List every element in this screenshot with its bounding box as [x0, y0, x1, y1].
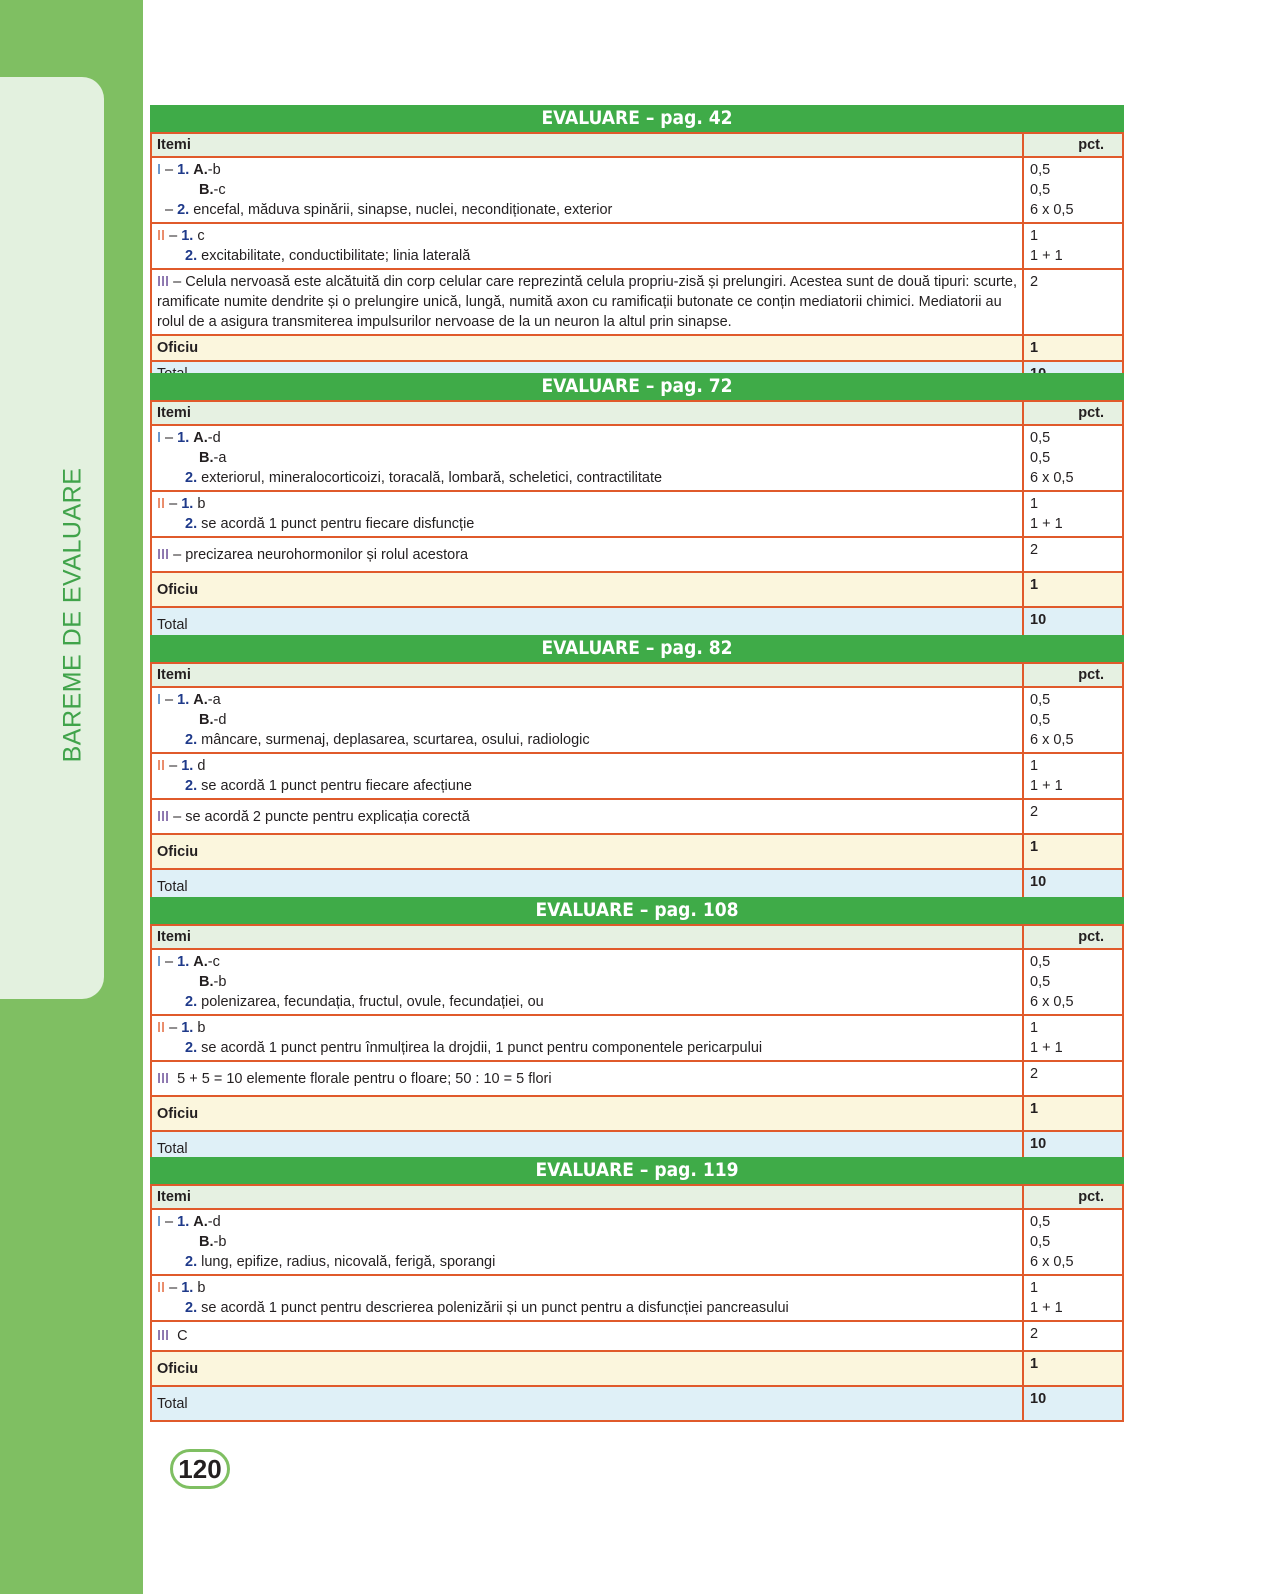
grading-table [150, 132, 1124, 388]
oficiu-label: Oficiu [151, 1096, 1023, 1131]
points-value: 2 [1023, 537, 1123, 572]
points-value: 0,5 [1030, 430, 1051, 446]
section-i-row: I – 1. A.-d B.-b 2. lung, epifize, radius, nicovală, ferigă, sporangi 0,5 0,5 6 x 0,5 [151, 1209, 1123, 1275]
oficiu-label: Oficiu [151, 1351, 1023, 1386]
oficiu-points: 1 [1023, 1096, 1123, 1131]
evaluation-title: EVALUARE – pag. 42 [150, 105, 1124, 132]
grading-table [150, 1184, 1124, 1422]
table-header-row [151, 401, 1123, 425]
section-ii-row: II – 1. c 2. excitabilitate, conductibilitate; linia laterală 1 1 + 1 [151, 223, 1123, 269]
points-value: 1 + 1 [1030, 1040, 1063, 1056]
evaluation-block-72 [150, 373, 1124, 643]
section-ii-row: II – 1. b 2. se acordă 1 punct pentru fiecare disfuncție 1 1 + 1 [151, 491, 1123, 537]
section-ii-row: II – 1. b 2. se acordă 1 punct pentru înmulțirea la drojdii, 1 punct pentru componentele pericarpului 1 1 + 1 [151, 1015, 1123, 1061]
oficiu-label: Oficiu [151, 572, 1023, 607]
points-value: 6 x 0,5 [1030, 470, 1074, 486]
oficiu-points: 1 [1023, 1351, 1123, 1386]
grading-table [150, 400, 1124, 643]
evaluation-title: EVALUARE – pag. 119 [150, 1157, 1124, 1184]
points-value: 0,5 [1030, 692, 1051, 708]
points-header: pct. [1023, 925, 1123, 949]
items-header: Itemi [151, 1185, 1023, 1209]
items-header: Itemi [151, 401, 1023, 425]
section-ii-row: II – 1. d 2. se acordă 1 punct pentru fiecare afecțiune 1 1 + 1 [151, 753, 1123, 799]
section-ii-row: II – 1. b 2. se acordă 1 punct pentru descrierea polenizării și un punct pentru a disfuncției pancreasului 1 1 + 1 [151, 1275, 1123, 1321]
table-header-row [151, 663, 1123, 687]
section-iii-row: III 5 + 5 = 10 elemente florale pentru o floare; 50 : 10 = 5 flori 2 [151, 1061, 1123, 1096]
points-value: 0,5 [1030, 182, 1051, 198]
section-i-row: I – 1. A.-d B.-a 2. exteriorul, mineralocorticoizi, toracală, lombară, scheletici, contractilitate 0,5 0,5 6 x 0,5 [151, 425, 1123, 491]
points-value: 6 x 0,5 [1030, 732, 1074, 748]
evaluation-block-42 [150, 105, 1124, 388]
points-value: 2 [1023, 1321, 1123, 1351]
oficiu-label: Oficiu [151, 335, 1023, 361]
oficiu-points: 1 [1023, 572, 1123, 607]
total-label: Total [151, 607, 1023, 642]
total-points: 10 [1023, 869, 1123, 904]
table-header-row [151, 925, 1123, 949]
total-label: Total [151, 869, 1023, 904]
evaluation-title: EVALUARE – pag. 82 [150, 635, 1124, 662]
items-header: Itemi [151, 133, 1023, 157]
oficiu-row [151, 335, 1123, 361]
oficiu-points: 1 [1023, 834, 1123, 869]
side-title: BAREME DE EVALUARE [58, 467, 87, 763]
section-i-row: I – 1. A.-a B.-d 2. mâncare, surmenaj, deplasarea, scurtarea, osului, radiologic 0,5 0,5 6 x 0,5 [151, 687, 1123, 753]
item-2: – 2. encefal, măduva spinării, sinapse, nuclei, necondiționate, exterior [165, 202, 613, 218]
items-header: Itemi [151, 663, 1023, 687]
points-value: 0,5 [1030, 1214, 1051, 1230]
points-value: 1 + 1 [1030, 1300, 1063, 1316]
points-value: 1 [1030, 228, 1039, 244]
oficiu-row [151, 1096, 1123, 1131]
points-value: 2 [1023, 1061, 1123, 1096]
section-iii-row: III – se acordă 2 puncte pentru explicația corectă 2 [151, 799, 1123, 834]
points-value: 1 + 1 [1030, 516, 1063, 532]
points-value: 2 [1023, 269, 1123, 335]
evaluation-title: EVALUARE – pag. 72 [150, 373, 1124, 400]
section-iii-row: III – Celula nervoasă este alcătuită din corp celular care reprezintă celula propriu-zisă și prelungiri. Acestea sunt de două tipuri: scurte, ramificate numite dendrite și o prelungire unică, lungă, numită axon cu ramificații butonate ce conțin mediatorii chimici. Mediatorii au rolul de a asigura transmiterea impulsurilor nervoase de la un neuron la altul prin sinapse. 2 [151, 269, 1123, 335]
section-i-row [151, 157, 1123, 223]
evaluation-block-119 [150, 1157, 1124, 1422]
points-header: pct. [1023, 401, 1123, 425]
points-value: 6 x 0,5 [1030, 202, 1074, 218]
points-value: 6 x 0,5 [1030, 994, 1074, 1010]
points-value: 1 + 1 [1030, 778, 1063, 794]
total-label: Total [151, 1386, 1023, 1421]
evaluation-block-108 [150, 897, 1124, 1167]
oficiu-label: Oficiu [151, 834, 1023, 869]
table-header-row [151, 133, 1123, 157]
oficiu-points: 1 [1023, 335, 1123, 361]
grading-table [150, 924, 1124, 1167]
oficiu-row [151, 572, 1123, 607]
points-value: 1 [1030, 1020, 1039, 1036]
points-header: pct. [1023, 1185, 1123, 1209]
items-header: Itemi [151, 925, 1023, 949]
total-points: 10 [1023, 1131, 1123, 1166]
side-tab [0, 77, 104, 999]
grading-table [150, 662, 1124, 905]
points-value: 2 [1023, 799, 1123, 834]
points-value: 1 [1030, 496, 1039, 512]
total-points: 10 [1023, 1386, 1123, 1421]
points-value: 0,5 [1030, 954, 1051, 970]
total-row [151, 1386, 1123, 1421]
evaluation-block-82 [150, 635, 1124, 905]
points-value: 0,5 [1030, 974, 1051, 990]
points-value: 0,5 [1030, 450, 1051, 466]
section-i-row: I – 1. A.-c B.-b 2. polenizarea, fecundația, fructul, ovule, fecundației, ou 0,5 0,5 6 x 0,5 [151, 949, 1123, 1015]
item-1a: I – 1. A.-b [157, 162, 221, 178]
section-iii-row: III – precizarea neurohormonilor și rolul acestora 2 [151, 537, 1123, 572]
points-header: pct. [1023, 133, 1123, 157]
points-value: 0,5 [1030, 162, 1051, 178]
points-value: 0,5 [1030, 712, 1051, 728]
page-number: 120 [170, 1449, 230, 1489]
evaluation-title: EVALUARE – pag. 108 [150, 897, 1124, 924]
points-value: 1 + 1 [1030, 248, 1063, 264]
oficiu-row [151, 1351, 1123, 1386]
points-value: 6 x 0,5 [1030, 1254, 1074, 1270]
table-header-row [151, 1185, 1123, 1209]
total-label: Total [151, 1131, 1023, 1166]
oficiu-row [151, 834, 1123, 869]
total-points: 10 [1023, 607, 1123, 642]
points-header: pct. [1023, 663, 1123, 687]
points-value: 1 [1030, 758, 1039, 774]
points-value: 0,5 [1030, 1234, 1051, 1250]
item-1b: B.-c [199, 182, 226, 198]
points-value: 1 [1030, 1280, 1039, 1296]
section-iii-row: III C 2 [151, 1321, 1123, 1351]
